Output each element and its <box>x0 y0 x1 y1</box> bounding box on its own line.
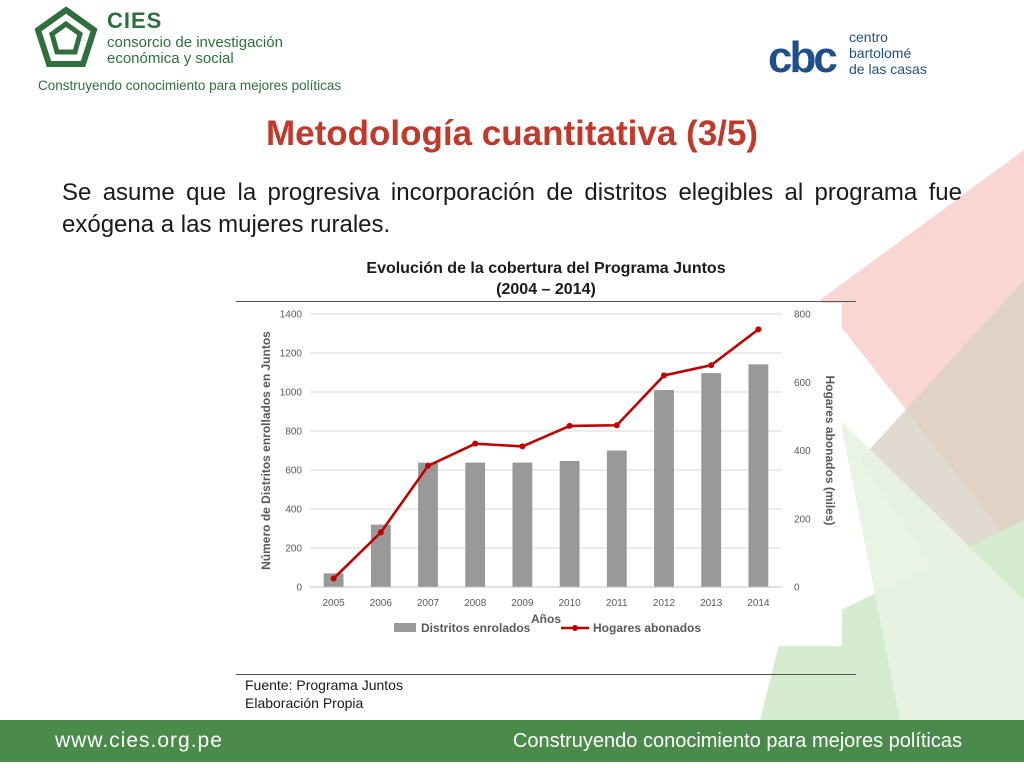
chart-title <box>236 258 856 300</box>
x-tick-label: 2010 <box>558 598 581 609</box>
bar-distritos <box>418 463 438 587</box>
y-tick-label: 800 <box>285 426 302 438</box>
x-tick-label: 2012 <box>652 598 676 609</box>
point-hogares <box>567 423 573 429</box>
x-tick-label: 2006 <box>369 598 392 609</box>
y2-tick-label: 800 <box>794 309 811 321</box>
intro-text: Se asume que la progresiva incorporación de distritos elegibles al programa fue exógena a las mujeres rurales. <box>62 179 962 238</box>
y2-tick-label: 400 <box>794 446 811 457</box>
x-tick-label: 2009 <box>511 598 534 609</box>
x-tick-label: 2013 <box>700 598 723 609</box>
y-tick-label: 400 <box>285 504 302 516</box>
chart-title-line2: (2004 – 2014) <box>496 281 596 298</box>
bar-distritos <box>654 390 674 587</box>
point-hogares <box>614 422 620 428</box>
point-hogares <box>425 463 431 469</box>
legend-label-hogares: Hogares abonados <box>593 621 702 635</box>
x-tick-label: 2008 <box>464 598 487 609</box>
chart-bottom-rule <box>236 674 856 675</box>
bar-distritos <box>512 463 532 587</box>
cbc-logo-icon <box>768 34 844 78</box>
y2-axis-title: Hogares abonados (miles) <box>823 375 837 526</box>
x-tick-label: 2014 <box>747 598 770 609</box>
y-tick-label: 200 <box>285 543 302 555</box>
y-tick-label: 1400 <box>279 309 302 321</box>
footer-url-link[interactable]: www.cies.org.pe <box>55 729 223 752</box>
partner-line3: de las casas <box>849 61 927 77</box>
point-hogares <box>378 529 384 535</box>
y-tick-label: 600 <box>285 465 302 477</box>
point-hogares <box>472 441 478 447</box>
legend-swatch-bar <box>394 623 416 632</box>
y2-tick-label: 200 <box>794 514 811 526</box>
bar-distritos <box>560 461 580 587</box>
source-line1: Fuente: Programa Juntos <box>245 677 403 693</box>
y2-tick-label: 600 <box>794 377 811 389</box>
chart-title-line1: Evolución de la cobertura del Programa Juntos <box>366 260 726 277</box>
legend-label-distritos: Distritos enrolados <box>421 621 531 635</box>
bar-distritos <box>701 373 721 587</box>
org-name: CIES <box>107 8 163 33</box>
partner-line1: centro <box>849 29 888 45</box>
x-axis-title: Años <box>531 612 561 626</box>
point-hogares <box>708 362 714 368</box>
org-name-line1: consorcio de investigación <box>107 34 283 51</box>
source-line2: Elaboración Propia <box>245 695 364 711</box>
bar-distritos <box>465 463 485 587</box>
point-hogares <box>755 326 761 332</box>
y-tick-label: 0 <box>296 582 302 594</box>
point-hogares <box>331 575 337 581</box>
y-axis-title: Número de Distritos enrollados en Juntos <box>259 331 273 570</box>
y2-tick-label: 0 <box>794 582 800 594</box>
cies-logo-icon <box>34 6 98 70</box>
partner-line2: bartolomé <box>849 45 912 61</box>
x-tick-label: 2011 <box>606 598 628 609</box>
partner-mark: cbc <box>768 34 835 78</box>
legend-swatch-point <box>572 625 578 631</box>
header-tagline: Construyendo conocimiento para mejores políticas <box>38 78 342 93</box>
cobertura-chart <box>236 303 842 646</box>
bar-distritos <box>607 451 627 588</box>
chart-area <box>236 303 842 646</box>
slide-title: Metodología cuantitativa (3/5) <box>266 114 758 153</box>
point-hogares <box>661 372 667 378</box>
y-tick-label: 1200 <box>279 348 302 360</box>
y-tick-label: 1000 <box>279 387 302 399</box>
x-tick-label: 2005 <box>322 598 345 609</box>
chart-top-rule <box>236 301 856 302</box>
x-tick-label: 2007 <box>416 598 440 609</box>
point-hogares <box>519 443 525 449</box>
footer-tagline: Construyendo conocimiento para mejores políticas <box>512 730 962 752</box>
bar-distritos <box>748 364 768 587</box>
org-name-line2: económica y social <box>107 50 234 67</box>
line-hogares <box>334 329 759 578</box>
